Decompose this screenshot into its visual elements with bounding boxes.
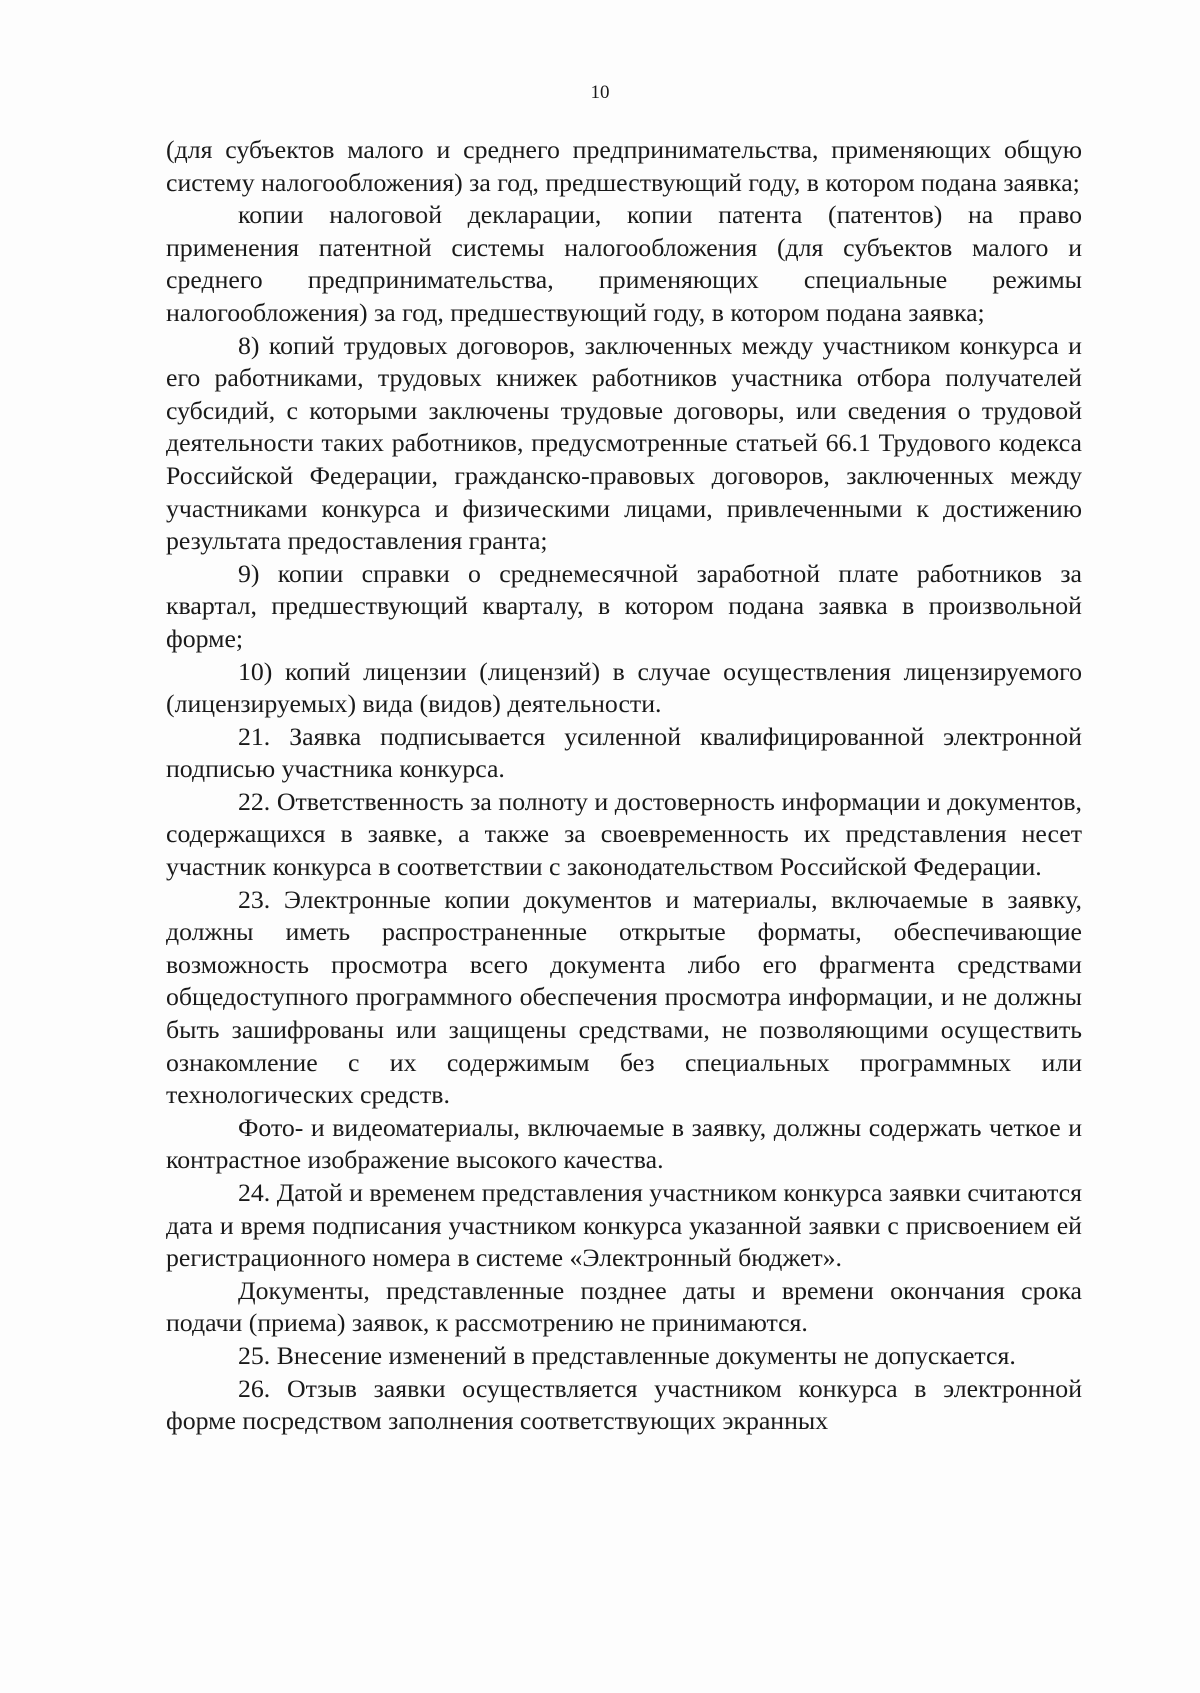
document-body [166,134,1082,1438]
paragraph-clause-24: 24. Датой и временем представления участником конкурса заявки считаются дата и время подписания участником конкурса указанной заявки с присвоением ей регистрационного номера в системе «Электронный бюджет». [166,1178,1082,1273]
paragraph-clause-22: 22. Ответственность за полноту и достоверность информации и документов, содержащихся в заявке, а также за своевременность их представления несет участник конкурса в соответствии с законодательством Российской Федерации. [166,786,1082,882]
paragraph-media-requirements: Фото- и видеоматериалы, включаемые в заявку, должны содержать четкое и контрастное изображение высокого качества. [166,1112,1082,1175]
paragraph-tax-declaration: копии налоговой декларации, копии патента (патентов) на право применения патентной системы налогообложения (для субъектов малого и среднего предпринимательства, применяющих специальные режимы налогообложения) за год, предшествующий году, в котором подана заявка; [166,200,1082,327]
paragraph-item-10: 10) копий лицензии (лицензий) в случае осуществления лицензируемого (лицензируемых) вида (видов) деятельности. [166,656,1082,719]
paragraph-item-9: 9) копии справки о среднемесячной заработной плате работников за квартал, предшествующий кварталу, в котором подана заявка в произвольной форме; [166,558,1082,653]
paragraph-late-documents: Документы, представленные позднее даты и времени окончания срока подачи (приема) заявок, к рассмотрению не принимаются. [166,1275,1082,1338]
page-number: 10 [590,82,610,103]
paragraph-item-8: 8) копий трудовых договоров, заключенных между участником конкурса и его работниками, трудовых книжек работников участника отбора получателей субсидий, с которыми заключены трудовые договоры, или сведения о трудовой деятельности таких работников, предусмотренные статьей 66.1 Трудового кодекса Российской Федерации, гражданско-правовых договоров, заключенных между участниками конкурса и физическими лицами, привлеченными к достижению результата предоставления гранта; [166,330,1082,556]
paragraph-clause-23: 23. Электронные копии документов и материалы, включаемые в заявку, должны иметь распространенные открытые форматы, обеспечивающие возможность просмотра всего документа либо его фрагмента средствами общедоступного программного обеспечения просмотра информации, и не должны быть зашифрованы или защищены средствами, не позволяющими осуществить ознакомление с их содержимым без специальных программных или технологических средств. [166,884,1082,1110]
paragraph-clause-26: 26. Отзыв заявки осуществляется участником конкурса в электронной форме посредством заполнения соответствующих экранных [166,1373,1082,1436]
paragraph-continuation: (для субъектов малого и среднего предпринимательства, применяющих общую систему налогообложения) за год, предшествующий году, в котором подана заявка; [166,135,1082,197]
paragraph-clause-21: 21. Заявка подписывается усиленной квалифицированной электронной подписью участника конкурса. [166,721,1082,784]
paragraph-clause-25: 25. Внесение изменений в представленные документы не допускается. [238,1340,1016,1370]
